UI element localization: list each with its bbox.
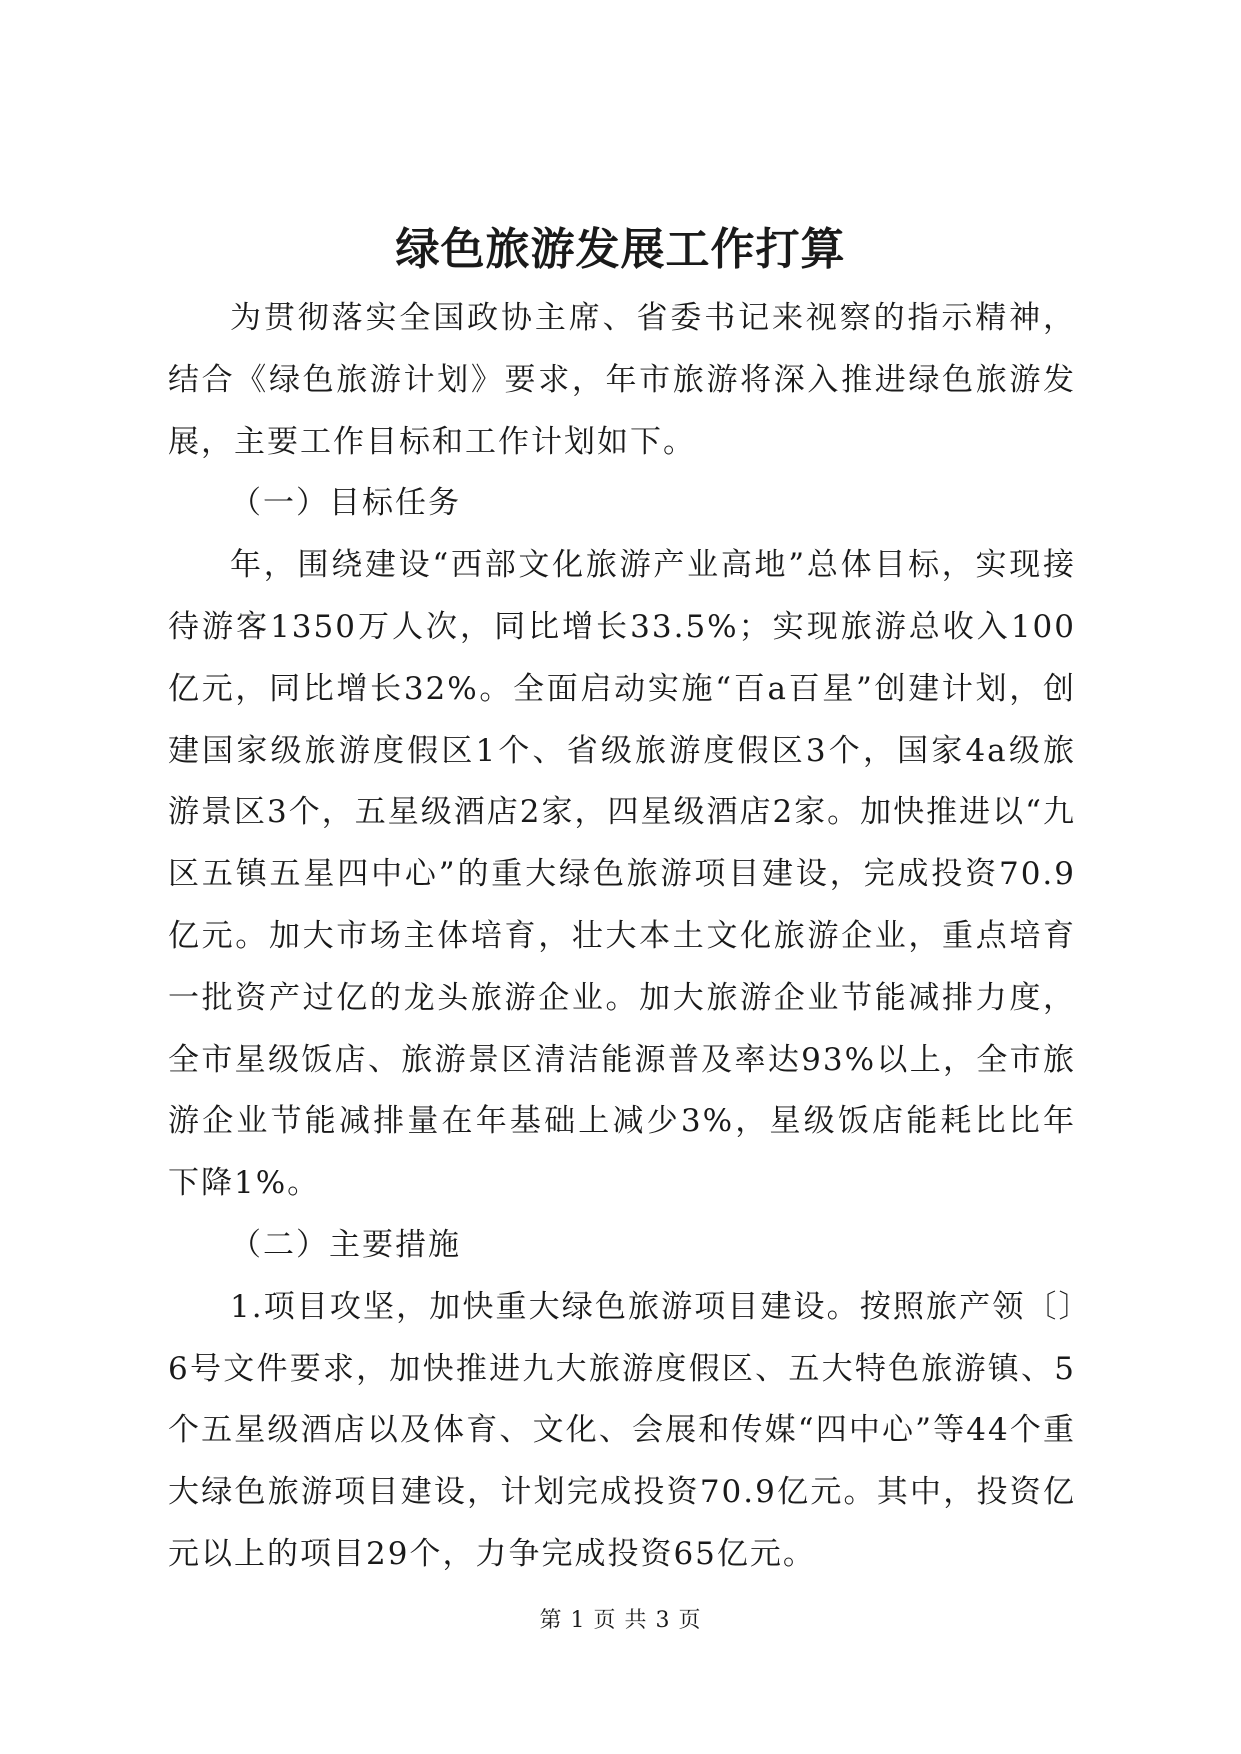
page-number-footer: 第 1 页 共 3 页 bbox=[539, 1608, 702, 1633]
measure-item-1: 1.项目攻坚，加快重大绿色旅游项目建设。按照旅产领〔〕6号文件要求，加快推进九大旅游度假区、五大特色旅游镇、5个五星级酒店以及体育、文化、会展和传媒“四中心”等44个重大绿色旅游项目建设，计划完成投资70.9亿元。其中，投资亿元以上的项目29个，力争完成投资65亿元。 bbox=[168, 1288, 1076, 1572]
section-heading-measures: （二）主要措施 bbox=[230, 1226, 461, 1263]
section-heading-goals: （一）目标任务 bbox=[230, 485, 461, 522]
document-body bbox=[168, 288, 1076, 1586]
document-title: 绿色旅游发展工作打算 bbox=[395, 224, 846, 275]
intro-paragraph: 为贯彻落实全国政协主席、省委书记来视察的指示精神，结合《绿色旅游计划》要求，年市旅游将深入推进绿色旅游发展，主要工作目标和工作计划如下。 bbox=[168, 300, 1076, 460]
goals-paragraph: 年，围绕建设“西部文化旅游产业高地”总体目标，实现接待游客1350万人次，同比增长33.5%；实现旅游总收入100亿元，同比增长32%。全面启动实施“百a百星”创建计划，创建国家级旅游度假区1个、省级旅游度假区3个，国家4a级旅游景区3个，五星级酒店2家，四星级酒店2家。加快推进以“九区五镇五星四中心”的重大绿色旅游项目建设，完成投资70.9亿元。加大市场主体培育，壮大本土文化旅游企业，重点培育一批资产过亿的龙头旅游企业。加大旅游企业节能减排力度，全市星级饭店、旅游景区清洁能源普及率达93%以上，全市旅游企业节能减排量在年基础上减少3%，星级饭店能耗比比年下降1%。 bbox=[168, 547, 1077, 1202]
